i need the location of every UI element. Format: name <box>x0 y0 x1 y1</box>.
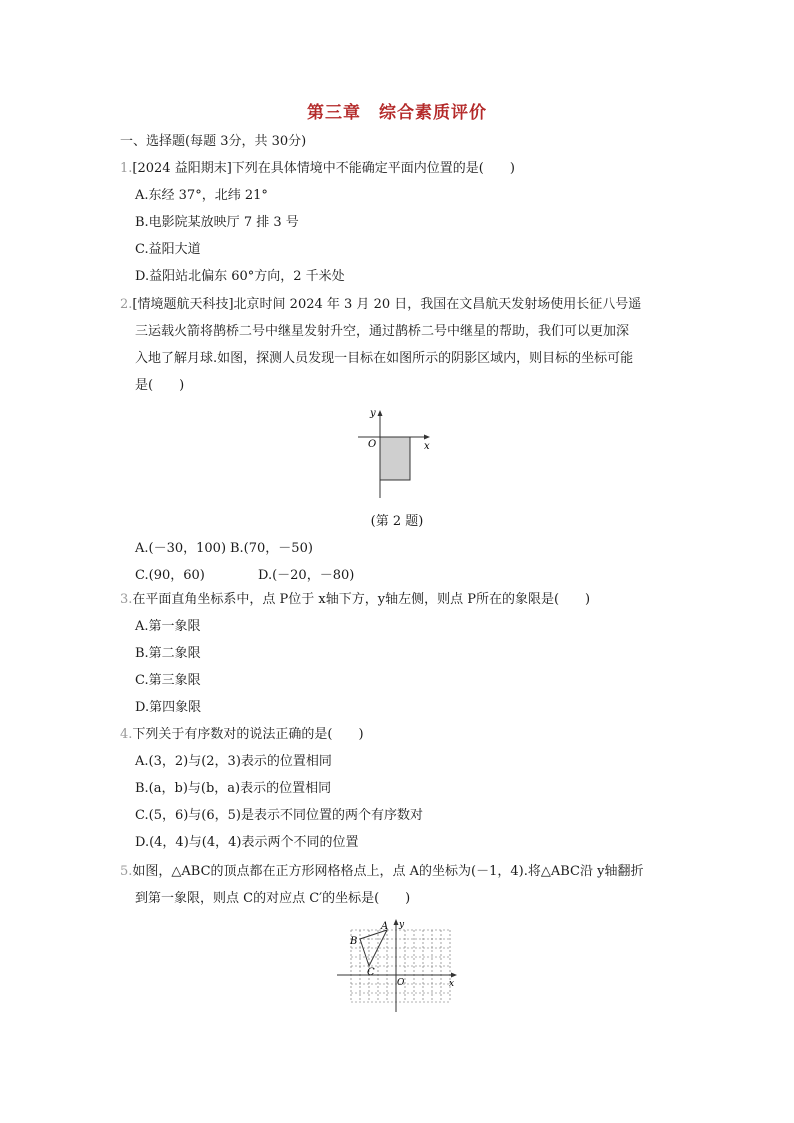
question-line-1: [情境题航天科技]北京时间 2024 年 3 月 20 日，我国在文昌航天发射场使用长征八号遥 <box>132 297 642 312</box>
x-axis-label: x <box>449 979 455 989</box>
option-b[interactable]: B.(70，－50) <box>230 541 313 556</box>
option-c[interactable]: C.(5，6)与(6，5)是表示不同位置的两个有序数对 <box>135 808 423 823</box>
option-d[interactable]: D.益阳站北偏东 60°方向，2 千米处 <box>135 269 345 284</box>
grid-lines <box>351 930 450 1002</box>
point-b-label: B <box>350 936 358 947</box>
origin-label: O <box>368 439 377 450</box>
option-d[interactable]: D.(4，4)与(4，4)表示两个不同的位置 <box>135 835 359 850</box>
x-arrow <box>451 973 457 978</box>
x-axis-label: x <box>424 441 430 452</box>
question-number: 4. <box>120 727 133 742</box>
option-a[interactable]: A.东经 37°，北纬 21° <box>135 188 268 203</box>
option-a[interactable]: A.(3，2)与(2，3)表示的位置相同 <box>135 754 332 769</box>
question-stem: [2024 益阳期末]下列在具体情境中不能确定平面内位置的是( ) <box>132 161 515 176</box>
y-arrow <box>394 919 399 925</box>
shaded-region <box>380 437 410 480</box>
option-a[interactable]: A.第一象限 <box>135 619 201 634</box>
question-stem: 在平面直角坐标系中，点 P位于 x轴下方，y轴左侧，则点 P所在的象限是( ) <box>132 592 591 607</box>
option-c[interactable]: C.第三象限 <box>135 673 201 688</box>
question-line-1: 如图，△ABC的顶点都在正方形网格格点上，点 A的坐标为(－1，4).将△ABC沿 y轴翻折 <box>132 864 644 879</box>
question-number: 5. <box>120 864 133 879</box>
page-title: 第三章 综合素质评价 <box>307 103 487 123</box>
point-c-label: C <box>367 967 375 978</box>
question-line-4: 是( ) <box>135 378 185 393</box>
question-number: 1. <box>120 161 133 176</box>
option-b[interactable]: B.第二象限 <box>135 646 201 661</box>
question-number: 3. <box>120 592 133 607</box>
question-line-2: 三运载火箭将鹊桥二号中继星发射升空，通过鹊桥二号中继星的帮助，我们可以更加深 <box>135 324 630 339</box>
option-a[interactable]: A.(－30，100) <box>135 541 227 556</box>
option-b[interactable]: B.(a，b)与(b，a)表示的位置相同 <box>135 781 332 796</box>
option-b[interactable]: B.电影院某放映厅 7 排 3 号 <box>135 215 299 230</box>
section-heading: 一、选择题(每题 3分，共 30分) <box>120 134 307 149</box>
x-arrow <box>424 435 430 440</box>
point-a-label: A <box>381 921 389 932</box>
grid-figure <box>333 915 463 1015</box>
y-axis-label: y <box>370 408 376 419</box>
y-arrow <box>378 410 383 416</box>
question-line-2: 到第一象限，则点 C的对应点 C′的坐标是( ) <box>135 891 411 906</box>
question-stem: 下列关于有序数对的说法正确的是( ) <box>132 727 364 742</box>
figure-caption: (第 2 题) <box>370 514 424 529</box>
coordinate-figure <box>355 405 440 500</box>
y-axis-label: y <box>399 920 405 930</box>
question-number: 2. <box>120 297 133 312</box>
option-d[interactable]: D.第四象限 <box>135 700 202 715</box>
option-c[interactable]: C.益阳大道 <box>135 242 201 257</box>
origin-label: O <box>397 978 405 988</box>
option-d[interactable]: D.(－20，－80) <box>258 568 355 583</box>
option-c[interactable]: C.(90，60) <box>135 568 205 583</box>
question-line-3: 入地了解月球.如图，探测人员发现一目标在如图所示的阴影区域内，则目标的坐标可能 <box>135 351 634 366</box>
